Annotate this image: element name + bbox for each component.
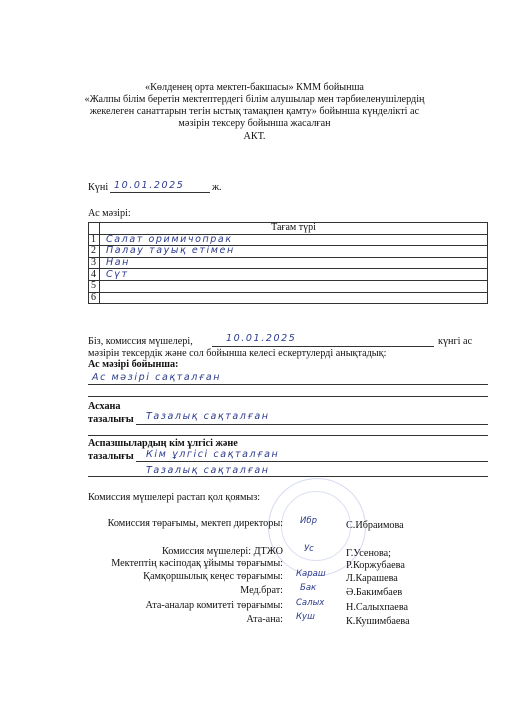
dish-cell xyxy=(100,234,488,246)
header-line-2: «Жалпы білім беретін мектептердегі білім алушылар мен тәрбиеленушілердің xyxy=(84,94,425,105)
table-cell xyxy=(89,223,100,235)
date-value: 10.01.2025 xyxy=(114,180,185,191)
signature-chair: Ибр xyxy=(300,516,317,526)
signature-medic: Бак xyxy=(300,583,317,593)
kitchen-note: Тазалық сақталған xyxy=(146,411,270,422)
commission-date: 10.01.2025 xyxy=(226,333,297,344)
cooks-label-2: тазалығы xyxy=(88,451,134,462)
signature-parents-committee: Салых xyxy=(296,598,325,608)
header-line-4: мәзірін тексеру бойынша жасалған xyxy=(178,118,331,129)
dish-name: Нан xyxy=(106,257,130,269)
signatures-intro: Комиссия мүшелері растап қол қоямыз: xyxy=(88,492,261,503)
dish-cell xyxy=(100,292,488,304)
dish-cell xyxy=(100,269,488,281)
cooks-note-1: Кім ұлгісі сақталған xyxy=(146,449,280,460)
table-row xyxy=(89,246,488,258)
signature-member: Ус xyxy=(304,544,314,554)
menu-table xyxy=(88,222,488,304)
kitchen-note-underline xyxy=(136,424,488,425)
role-member: Комиссия мүшелері: ДТЖО xyxy=(161,546,283,557)
cooks-note-2: Тазалық сақталған xyxy=(146,465,270,476)
commission-date-underline xyxy=(212,346,434,347)
name-parents-committee: Н.Салыхпаева xyxy=(346,602,409,613)
header-line-1: «Көлденең орта мектеп-бакшасы» КММ бойынша xyxy=(145,82,364,93)
table-row xyxy=(89,280,488,292)
stamp-inner-ring xyxy=(281,491,351,561)
dish-cell xyxy=(100,280,488,292)
table-header-row xyxy=(89,223,488,235)
date-suffix: ж. xyxy=(212,182,222,193)
role-trustees: Қамқоршылық кеңес төрағымы: xyxy=(143,571,283,582)
dish-name: Салат оримичопрак xyxy=(106,233,233,245)
table-row xyxy=(89,257,488,269)
kitchen-label-1: Асхана xyxy=(88,401,121,412)
row-number: 5 xyxy=(89,280,100,292)
commission-intro-end: күнгі ас xyxy=(438,336,473,347)
row-number: 1 xyxy=(89,234,100,246)
dish-name: Палау тауық етімен xyxy=(106,245,235,257)
role-parent: Ата-ана: xyxy=(246,614,283,625)
role-chair: Комиссия төрағымы, мектеп директоры: xyxy=(107,518,283,529)
kitchen-label-2: тазалығы xyxy=(88,414,134,425)
row-number: 3 xyxy=(89,257,100,269)
menu-note-underline xyxy=(88,396,488,397)
commission-intro: Біз, комиссия мүшелері, xyxy=(88,336,193,347)
table-row xyxy=(89,234,488,246)
date-label: Күні xyxy=(88,182,109,193)
date-underline xyxy=(110,192,210,193)
role-medic: Мед.брат: xyxy=(240,585,283,596)
menu-note-underline xyxy=(88,384,488,385)
name-chair: С.Ибраимова xyxy=(346,520,404,531)
menu-section-label: Ас мәзірі бойынша: xyxy=(88,359,179,370)
signature-parent: Куш xyxy=(296,612,315,622)
name-medic: Ә.Бакимбаев xyxy=(346,587,403,598)
cooks-label-1: Аспазшылардың кім ұлгісі және xyxy=(88,438,238,449)
name-parent: К.Кушимбаева xyxy=(346,616,410,627)
dish-name: Сүт xyxy=(106,268,129,280)
row-number: 6 xyxy=(89,292,100,304)
kitchen-note-underline xyxy=(88,435,488,436)
cooks-note-underline xyxy=(136,461,488,462)
header-act: АКТ. xyxy=(243,131,266,142)
role-parents-committee: Ата-аналар комитеті төрағымы: xyxy=(145,600,283,611)
row-number: 4 xyxy=(89,269,100,281)
name-trustees: Л.Карашева xyxy=(346,573,398,584)
dish-cell xyxy=(100,246,488,258)
name-member: Г.Усенова; xyxy=(346,548,392,559)
table-row xyxy=(89,269,488,281)
name-union: Р.Коржубаева xyxy=(346,560,405,571)
table-row xyxy=(89,292,488,304)
dish-cell xyxy=(100,257,488,269)
role-union: Мектептің кәсіподақ ұйымы төрағымы: xyxy=(111,558,283,569)
table-header-dish: Тағам түрі xyxy=(100,223,488,235)
commission-line-2: мәзірін тексердік және сол бойынша келесі ескертулерді анықтадық: xyxy=(88,348,387,359)
signature-trustees: Караш xyxy=(296,569,326,579)
cooks-note-underline xyxy=(88,476,488,477)
header-line-3: жекелеген санаттарын тегін ыстық тамақпен қамту» бойынша күнделікті ас xyxy=(89,106,420,117)
menu-label: Ас мәзірі: xyxy=(88,208,131,219)
row-number: 2 xyxy=(89,246,100,258)
menu-section-note: Ас мәзірі сақталған xyxy=(92,372,222,383)
